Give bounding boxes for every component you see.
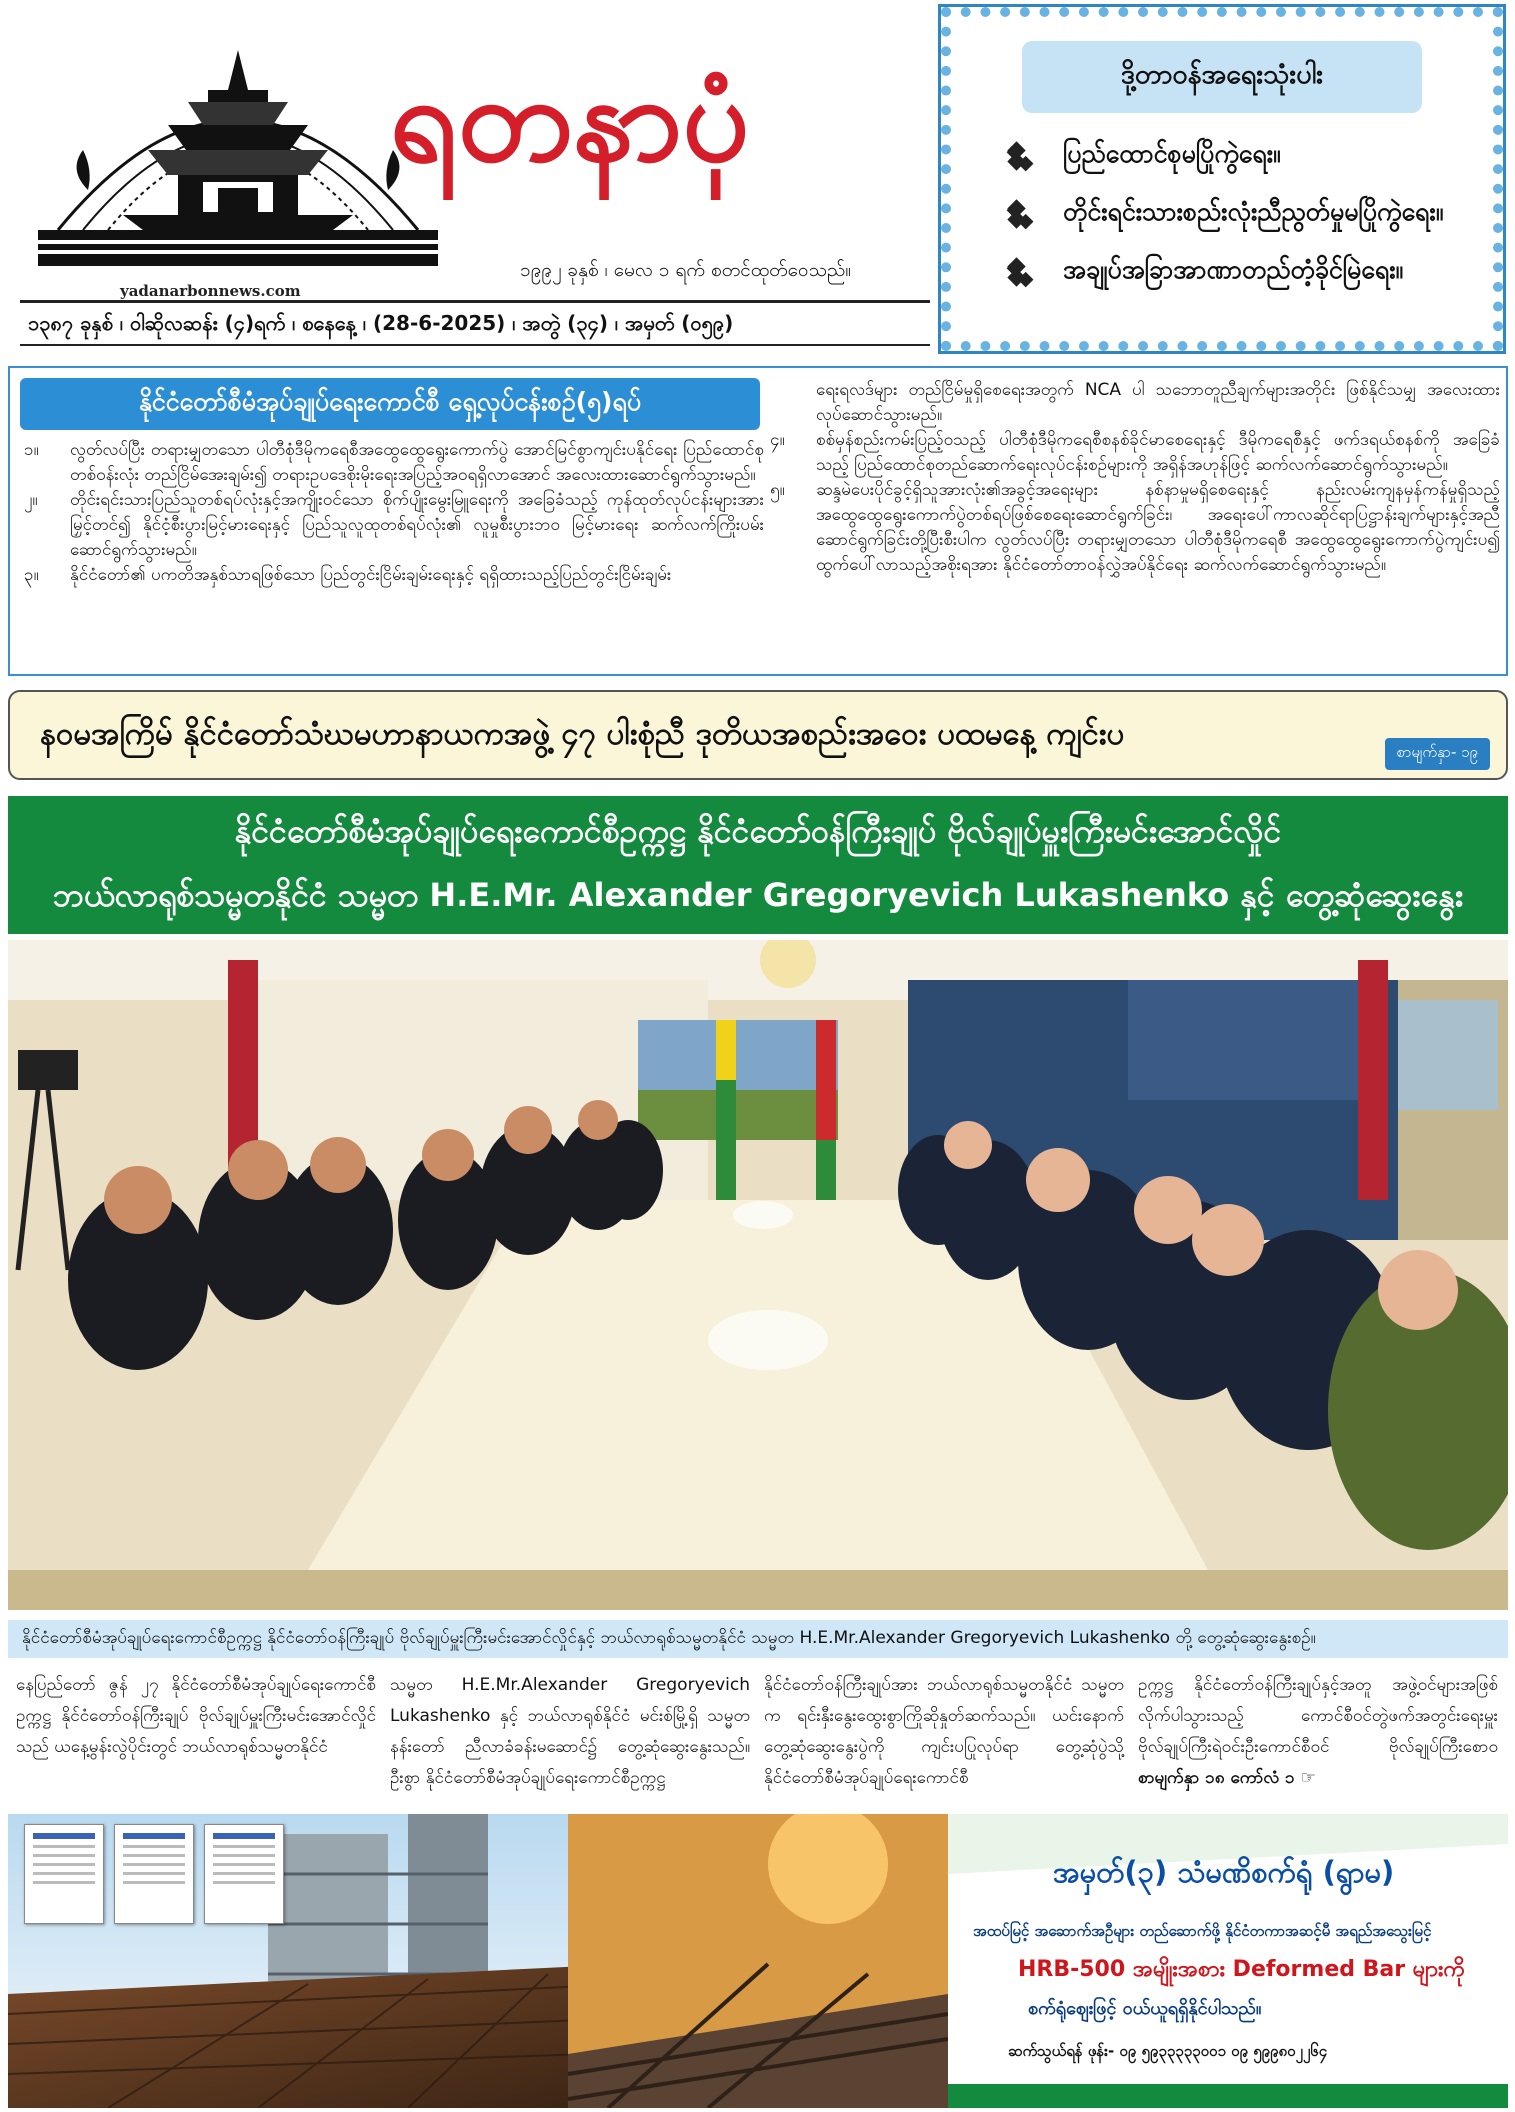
- objectives-box: [8, 366, 1508, 676]
- slogan-text: ပြည်ထောင်စုမပြိုကွဲရေး။: [1063, 138, 1281, 168]
- dateline: ၁၃၈၇ ခုနှစ် ၊ ဝါဆိုလဆန်း (၄)ရက် ၊ စနေနေ့ ၊ (28-6-2025) ၊ အတွဲ (၃၄) ၊ အမှတ် (၀၅၉): [28, 311, 734, 335]
- objective-continuation: ရေးရလဒ်များ တည်ငြိမ်မှုရှိစေရေးအတွက် NCA ပါ သဘောတူညီချက်များအတိုင်း ဖြစ်နိုင်သမျှ အလေးထားလုပ်ဆောင်သွားမည်။: [816, 380, 1500, 425]
- slogan-heading: ဒို့တာဝန်အရေးသုံးပါး: [1022, 41, 1422, 113]
- meeting-photo: [8, 940, 1508, 1610]
- slogan-text: အချုပ်အခြာအာဏာတည်တံ့ခိုင်မြဲရေး။: [1063, 254, 1404, 284]
- certificate-image: [114, 1824, 194, 1924]
- objectives-right-column: [770, 378, 1500, 578]
- ad-offer-line: စက်ရုံဈေးဖြင့် ဝယ်ယူရရှိနိုင်ပါသည်။: [1028, 1998, 1262, 2019]
- newspaper-title: [380, 10, 900, 200]
- slogan-item: [1005, 243, 1493, 301]
- objective-text: စစ်မှန်စည်းကမ်းပြည့်ဝသည့် ပါတီစုံဒီမိုကရေစီစနစ်ခိုင်မာစေရေးနှင့် ဒီမိုကရေစီနှင့် ဖက်ဒရယ်စနစ်ကို အခြေခံသည့် ပြည်ထောင်စုတည်ဆောက်ရေးလုပ်ငန်းစဉ်များကို အရှိန်အဟုန်ဖြင့် ဆက်လက်ဆောင်ရွက်သွားမည်။: [816, 430, 1500, 475]
- main-headline-line-2: ဘယ်လာရုစ်သမ္မတနိုင်ငံ သမ္မတ H.E.Mr. Alexander Gregoryevich Lukashenko နှင့် တွေ့ဆုံဆွေးနွေး: [52, 876, 1464, 914]
- objective-number: ၅။: [770, 480, 785, 500]
- page-reference-badge[interactable]: စာမျက်နှာ- ၁၉: [1385, 738, 1490, 770]
- objective-text: ဆန္ဒမဲပေးပိုင်ခွင့်ရှိသူအားလုံး၏အခွင့်အရေးများ နစ်နာမှုမရှိစေရေးနှင့် နည်းလမ်းကျနမှန်ကန်မှုရှိသည့် အထွေထွေရွေးကောက်ပွဲတစ်ရပ်ဖြစ်စေရေးဆောင်ရွက်ခြင်း၊ အရေးပေါ်ကာလဆိုင်ရာပြဋ္ဌာန်းချက်များနှင့်အညီ ဆောင်ရွက်ခြင်းတို့ပြီးစီးပါက လွတ်လပ်ပြီး တရားမျှတသော ပါတီစုံဒီမိုကရေစီ အထွေထွေရွေးကောက်ပွဲကျင်းပ၍ ထွက်ပေါ်လာသည့်အစိုးရအား နိုင်ငံတော်တာဝန်လွှဲအပ်နိုင်ရေး ဆက်လက်ဆောင်ရွက်သွားမည်။: [816, 480, 1500, 575]
- continued-on-link[interactable]: စာမျက်နှာ ၁၈ ကော်လံ ၁ ☞: [1138, 1768, 1316, 1788]
- objective-item: [24, 438, 764, 488]
- newspaper-title-text: ရတနာပုံ: [390, 49, 750, 188]
- objective-item: [24, 563, 764, 588]
- diamond-bullet-icon: [1005, 144, 1029, 168]
- objective-text: တိုင်းရင်းသားပြည်သူတစ်ရပ်လုံးနှင့်အကျိုးဝင်သော စိုက်ပျိုးမွေးမြူရေးကို အခြေခံသည့် ကုန်ထုတ်လုပ်ငန်းများအား မြှင့်တင်၍ နိုင်ငံ့စီးပွားမြင့်မားရေးနှင့် ပြည်သူလူထုတစ်ရပ်လုံး၏ လူမှုစီးပွားဘဝ မြင့်မားရေး ဆက်လက်ကြိုးပမ်းဆောင်ရွက်သွားမည်။: [70, 490, 764, 560]
- secondary-headline-banner[interactable]: [8, 690, 1508, 780]
- established-line: ၁၉၉၂ ခုနှစ် ၊ မေလ ၁ ရက် စတင်ထုတ်ဝေသည်။: [520, 259, 852, 281]
- lead-story: [8, 1670, 1508, 1810]
- photo-caption: နိုင်ငံတော်စီမံအုပ်ချုပ်ရေးကောင်စီဥက္ကဋ္ဌ နိုင်ငံတော်ဝန်ကြီးချုပ် ဗိုလ်ချုပ်မှူးကြီးမင်းအောင်လှိုင်နှင့် ဘယ်လာရုစ်သမ္မတနိုင်ငံ သမ္မတ H.E.Mr.Alexander Gregoryevich Lukashenko တို့ တွေ့ဆုံဆွေးနွေးစဉ်။: [8, 1620, 1508, 1658]
- slogan-item: [1005, 185, 1493, 243]
- main-headline-line-1: နိုင်ငံတော်စီမံအုပ်ချုပ်ရေးကောင်စီဥက္ကဋ္ဌ နိုင်ငံတော်ဝန်ကြီးချုပ် ဗိုလ်ချုပ်မှူးကြီးမင်းအောင်လှိုင်: [234, 812, 1282, 850]
- objectives-heading: နိုင်ငံတော်စီမံအုပ်ချုပ်ရေးကောင်စီ ရှေ့လုပ်ငန်းစဉ်(၅)ရပ်: [20, 378, 760, 430]
- masthead: [0, 0, 1515, 360]
- secondary-headline[interactable]: နဝမအကြိမ် နိုင်ငံတော်သံဃမဟာနာယကအဖွဲ့ ၄၇ ပါးစုံညီ ဒုတိယအစည်းအဝေး ပထမနေ့ ကျင်းပ: [40, 716, 1125, 752]
- objective-item: [770, 478, 1500, 578]
- diamond-bullet-icon: [1005, 260, 1029, 284]
- ad-tagline: အထပ်မြင့် အဆောက်အဦများ တည်ဆောက်ဖို့ နိုင်ငံတကာအဆင့်မီ အရည်အသွေးမြင့်: [973, 1922, 1432, 1940]
- certificate-image: [24, 1824, 104, 1924]
- ad-product-line: HRB-500 အမျိုးအစား Deformed Bar များကို: [1018, 1957, 1465, 1982]
- masthead-rule-top: [20, 300, 930, 303]
- objective-number: ၃။: [24, 565, 39, 585]
- story-column: နေပြည်တော် ဇွန် ၂၇ နိုင်ငံတော်စီမံအုပ်ချုပ်ရေးကောင်စီဥက္ကဋ္ဌ နိုင်ငံတော်ဝန်ကြီးချုပ် ဗိုလ်ချုပ်မှူးကြီးမင်းအောင်လှိုင်သည် ယနေ့မွန်းလွဲပိုင်းတွင် ဘယ်လာရုစ်သမ္မတနိုင်ငံ: [16, 1675, 376, 1757]
- objective-item: [24, 488, 764, 563]
- story-column: [1138, 1670, 1498, 1794]
- story-column-text: ဥက္ကဋ္ဌ နိုင်ငံတော်ဝန်ကြီးချုပ်နှင့်အတူ အဖွဲ့ဝင်များအဖြစ် လိုက်ပါသွားသည့် ကောင်စီဝင်တွဲဖက်အတွင်းရေးမှူး ဗိုလ်ချုပ်ကြီးရဲဝင်းဦးကောင်စီဝင် ဗိုလ်ချုပ်ကြီးစောဝ: [1138, 1675, 1498, 1757]
- ad-phone-numbers[interactable]: ဆက်သွယ်ရန် ဖုန်း- ၀၉ ၅၉၃၃၃၃၃၀၀၁ ၀၉ ၅၉၉၈၀၂၂၆၄: [1008, 2042, 1328, 2060]
- steel-factory-advertisement[interactable]: [8, 1814, 1508, 2108]
- masthead-rule-bottom: [20, 344, 930, 346]
- story-column: သမ္မတ H.E.Mr.Alexander Gregoryevich Lukashenko နှင့် ဘယ်လာရုစ်နိုင်ငံ မင်းစ်မြို့ရှိ သမ္မတနန်းတော် ညီလာခံခန်းမဆောင်၌ တွေ့ဆုံဆွေးနွေးသည်။ဦးစွာ နိုင်ငံတော်စီမံအုပ်ချုပ်ရေးကောင်စီဥက္ကဋ္ဌ: [390, 1675, 750, 1788]
- diamond-bullet-icon: [1005, 202, 1029, 226]
- objective-number: ၁။: [24, 440, 39, 460]
- slogan-list: [951, 127, 1493, 301]
- site-url[interactable]: yadanarbonnews.com: [120, 282, 301, 300]
- certificate-image: [204, 1824, 284, 1924]
- slogan-item: [1005, 127, 1493, 185]
- objectives-left-column: [24, 438, 764, 588]
- story-column: နိုင်ငံတော်ဝန်ကြီးချုပ်အား ဘယ်လာရုစ်သမ္မတနိုင်ငံ သမ္မတက ရင်းနှီးနွေးထွေးစွာကြိုဆိုနှုတ်ဆက်သည်။ ယင်းနောက် တွေ့ဆုံဆွေးနွေးပွဲကို ကျင်းပပြုလုပ်ရာ တွေ့ဆုံပွဲသို့ နိုင်ငံတော်စီမံအုပ်ချုပ်ရေးကောင်စီ: [764, 1675, 1124, 1788]
- main-headline[interactable]: [8, 796, 1508, 934]
- objective-text: လွတ်လပ်ပြီး တရားမျှတသော ပါတီစုံဒီမိုကရေစီအထွေထွေရွေးကောက်ပွဲ အောင်မြင်စွာကျင်းပနိုင်ရေး ပြည်ထောင်စုတစ်ဝန်းလုံး တည်ငြိမ်အေးချမ်း၍ တရားဥပဒေစိုးမိုးရေးအပြည့်အဝရရှိလာအောင် အလေးထားဆောင်ရွက်သွားမည်။: [70, 440, 764, 485]
- objective-number: ၄။: [770, 430, 785, 450]
- slogan-text: တိုင်းရင်းသားစည်းလုံးညီညွတ်မှုမပြိုကွဲရေး။: [1063, 196, 1444, 226]
- objective-number: ၂။: [24, 490, 38, 510]
- objective-text: နိုင်ငံတော်၏ ပကတိအနှစ်သာရဖြစ်သော ပြည်တွင်းငြိမ်းချမ်းရေးနှင့် ရရှိထားသည့်ပြည်တွင်းငြိမ်းချမ်း: [70, 565, 672, 585]
- objective-item: [770, 428, 1500, 478]
- slogan-box: [938, 4, 1506, 354]
- ad-title: အမှတ်(၃) သံမဏိစက်ရုံ (ရွာမ): [1053, 1855, 1395, 1889]
